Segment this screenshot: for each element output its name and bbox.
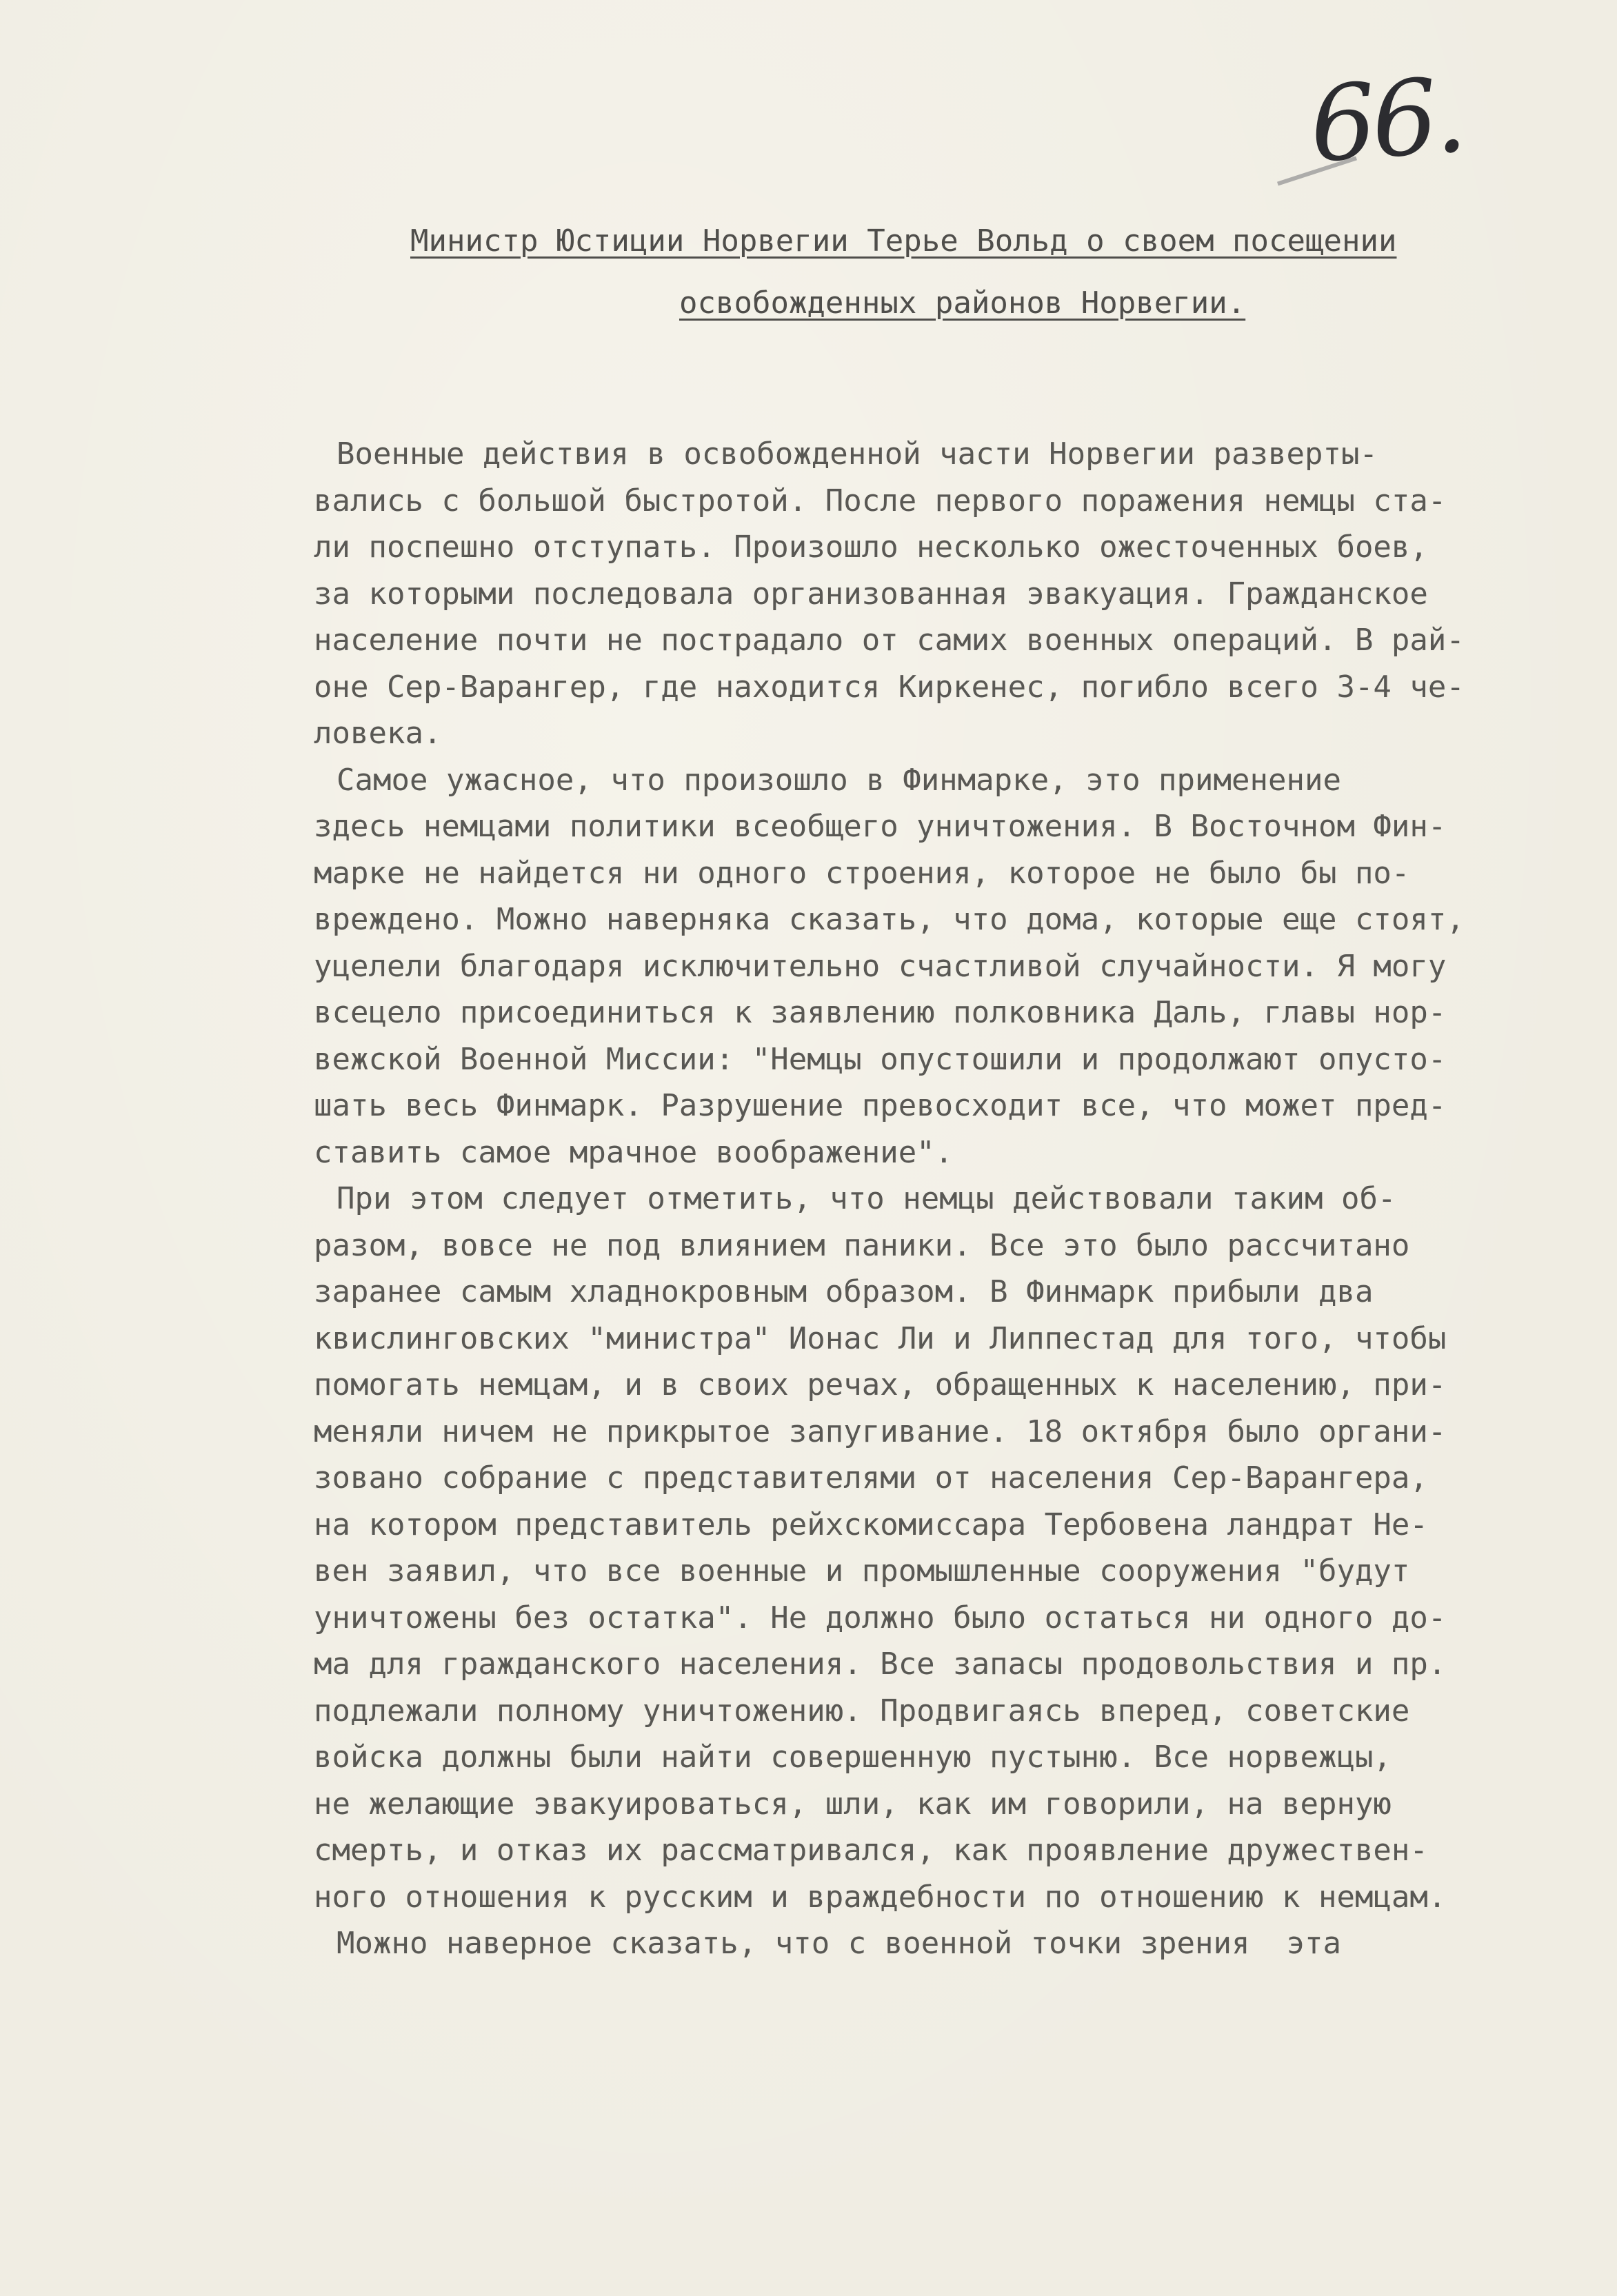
text-line: на котором представитель рейхскомиссара Тербовена ландрат Не- [314, 1507, 1428, 1542]
text-line: не желающие эвакуироваться, шли, как им говорили, на верную [314, 1786, 1392, 1822]
text-line: квислинговских "министра" Ионас Ли и Липпестад для того, чтобы [314, 1320, 1447, 1356]
text-line: зовано собрание с представителями от населения Сер-Варангера, [314, 1460, 1428, 1496]
text-line: оне Сер-Варангер, где находится Киркенес, погибло всего 3-4 че- [314, 669, 1465, 705]
text-line: подлежали полному уничтожению. Продвигаясь вперед, советские [314, 1693, 1410, 1729]
body-text [314, 431, 1583, 1967]
text-line: уцелели благодаря исключительно счастливой случайности. Я могу [314, 948, 1447, 984]
text-line: разом, вовсе не под влиянием паники. Все это было рассчитано [314, 1227, 1410, 1263]
text-line: ма для гражданского населения. Все запасы продовольствия и пр. [314, 1647, 1447, 1682]
document-title [345, 210, 1586, 334]
text-line: вались с большой быстротой. После первого поражения немцы ста- [314, 483, 1447, 518]
text-line: здесь немцами политики всеобщего уничтожения. В Восточном Фин- [314, 809, 1447, 844]
text-line: заранее самым хладнокровным образом. В Финмарк прибыли два [314, 1274, 1374, 1309]
paragraph-first-line: Самое ужасное, что произошло в Финмарке, это применение [337, 762, 1341, 798]
text-line: ного отношения к русским и враждебности по отношению к немцам. [314, 1879, 1447, 1915]
text-line: помогать немцам, и в своих речах, обращенных к населению, при- [314, 1367, 1447, 1402]
paragraph-first-line: Можно наверное сказать, что с военной точки зрения эта [337, 1926, 1341, 1961]
text-line: шать весь Финмарк. Разрушение превосходит все, что может пред- [314, 1088, 1447, 1123]
text-line: население почти не пострадало от самих военных операций. В рай- [314, 623, 1465, 658]
text-line: ли поспешно отступать. Произошло несколько ожесточенных боев, [314, 530, 1428, 565]
text-line: вен заявил, что все военные и промышленные сооружения "будут [314, 1553, 1410, 1589]
title-line-1: Министр Юстиции Норвегии Терье Вольд о своем посещении [410, 223, 1397, 259]
text-line: смерть, и отказ их рассматривался, как проявление дружествен- [314, 1833, 1428, 1868]
text-line: всецело присоединиться к заявлению полковника Даль, главы нор- [314, 995, 1447, 1030]
title-line-2: освобожденных районов Норвегии. [679, 285, 1246, 321]
paragraph-first-line: При этом следует отметить, что немцы действовали таким об- [337, 1181, 1396, 1216]
paragraph-first-line: Военные действия в освобожденной части Норвегии разверты- [337, 436, 1378, 472]
text-line: за которыми последовала организованная эвакуация. Гражданское [314, 576, 1428, 612]
text-line: ставить самое мрачное воображение". [314, 1134, 954, 1170]
text-line: ловека. [314, 716, 442, 751]
text-line: марке не найдется ни одного строения, которое не было бы по- [314, 855, 1410, 891]
text-line: вежской Военной Миссии: "Немцы опустошили и продолжают опусто- [314, 1041, 1447, 1077]
text-line: меняли ничем не прикрытое запугивание. 18 октября было органи- [314, 1413, 1447, 1449]
text-line: уничтожены без остатка". Не должно было остаться ни одного до- [314, 1600, 1447, 1635]
handwritten-page-number: 66. [1306, 55, 1467, 186]
text-line: вреждено. Можно наверняка сказать, что дома, которые еще стоят, [314, 902, 1465, 937]
text-line: войска должны были найти совершенную пустыню. Все норвежцы, [314, 1740, 1392, 1775]
